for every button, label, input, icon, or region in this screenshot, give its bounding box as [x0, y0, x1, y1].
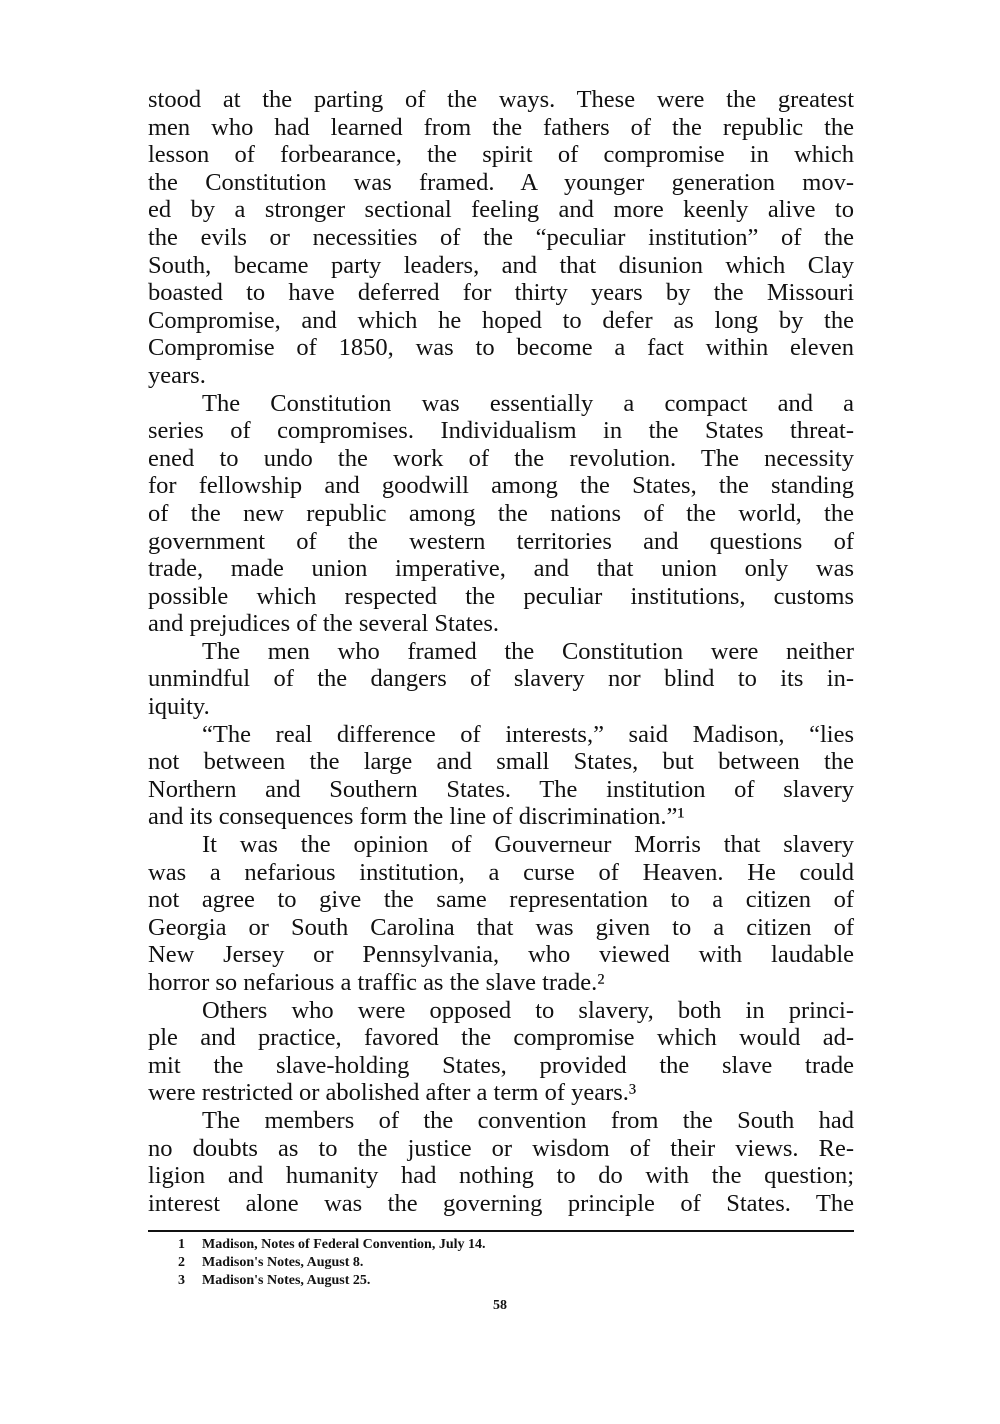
- text-line: series of compromises. Individualism in the States threat-: [148, 417, 854, 445]
- text-line: not agree to give the same representation to a citizen of: [148, 886, 854, 914]
- footnote-number: 3: [178, 1273, 185, 1288]
- body-text: [148, 86, 854, 1217]
- footnote-1: [178, 1236, 486, 1254]
- text-line: South, became party leaders, and that disunion which Clay: [148, 251, 854, 279]
- text-line: Compromise, and which he hoped to defer as long by the: [148, 306, 854, 334]
- text-line: New Jersey or Pennsylvania, who viewed with laudable: [148, 941, 854, 969]
- footnote-text: Madison's Notes, August 25.: [202, 1273, 371, 1288]
- text-line: lesson of forbearance, the spirit of compromise in which: [148, 141, 854, 169]
- text-line: The members of the convention from the South had: [202, 1106, 854, 1134]
- text-line: The Constitution was essentially a compact and a: [202, 389, 854, 417]
- footnotes: [178, 1236, 486, 1290]
- footnote-2: [178, 1254, 486, 1272]
- text-line: not between the large and small States, but between the: [148, 748, 854, 776]
- text-line: and its consequences form the line of discrimination.”¹: [148, 803, 685, 831]
- footnote-divider: [148, 1230, 854, 1232]
- text-line: boasted to have deferred for thirty years by the Missouri: [148, 279, 854, 307]
- text-line: mit the slave-holding States, provided the slave trade: [148, 1051, 854, 1079]
- footnote-3: [178, 1272, 486, 1290]
- text-line: the Constitution was framed. A younger generation mov-: [148, 168, 854, 196]
- text-line: and prejudices of the several States.: [148, 610, 500, 638]
- text-line: interest alone was the governing principle of States. The: [148, 1189, 854, 1217]
- text-line: no doubts as to the justice or wisdom of their views. Re-: [148, 1134, 854, 1162]
- text-line: possible which respected the peculiar institutions, customs: [148, 582, 854, 610]
- text-line: trade, made union imperative, and that union only was: [148, 555, 854, 583]
- text-line: ligion and humanity had nothing to do with the question;: [148, 1162, 854, 1190]
- text-line: for fellowship and goodwill among the States, the standing: [148, 472, 854, 500]
- text-line: Northern and Southern States. The institution of slavery: [148, 775, 854, 803]
- text-line: unmindful of the dangers of slavery nor blind to its in-: [148, 665, 854, 693]
- text-line: The men who framed the Constitution were neither: [202, 637, 854, 665]
- text-line: ened to undo the work of the revolution. The necessity: [148, 444, 854, 472]
- footnote-text: Madison's Notes, August 8.: [202, 1255, 364, 1270]
- text-line: were restricted or abolished after a term of years.³: [148, 1079, 637, 1107]
- text-line: years.: [148, 361, 206, 389]
- text-line: Others who were opposed to slavery, both in princi-: [202, 996, 854, 1024]
- text-line: iquity.: [148, 693, 210, 721]
- text-line: of the new republic among the nations of the world, the: [148, 499, 854, 527]
- text-line: men who had learned from the fathers of the republic the: [148, 113, 854, 141]
- footnote-text: Madison, Notes of Federal Convention, July 14.: [202, 1237, 486, 1252]
- footnote-number: 1: [178, 1237, 185, 1252]
- text-line: It was the opinion of Gouverneur Morris that slavery: [202, 831, 854, 859]
- text-line: horror so nefarious a traffic as the slave trade.²: [148, 969, 605, 996]
- text-line: Georgia or South Carolina that was given to a citizen of: [148, 913, 854, 941]
- text-line: government of the western territories and questions of: [148, 527, 854, 555]
- footnote-number: 2: [178, 1255, 185, 1270]
- text-line: ed by a stronger sectional feeling and more keenly alive to: [148, 196, 854, 224]
- text-line: ple and practice, favored the compromise which would ad-: [148, 1024, 854, 1052]
- page-number: 58: [493, 1298, 507, 1313]
- text-line: the evils or necessities of the “peculiar institution” of the: [148, 223, 854, 251]
- text-line: was a nefarious institution, a curse of Heaven. He could: [148, 858, 854, 886]
- text-line: stood at the parting of the ways. These were the greatest: [148, 86, 854, 113]
- text-line: “The real difference of interests,” said Madison, “lies: [202, 720, 854, 748]
- text-line: Compromise of 1850, was to become a fact within eleven: [148, 334, 854, 362]
